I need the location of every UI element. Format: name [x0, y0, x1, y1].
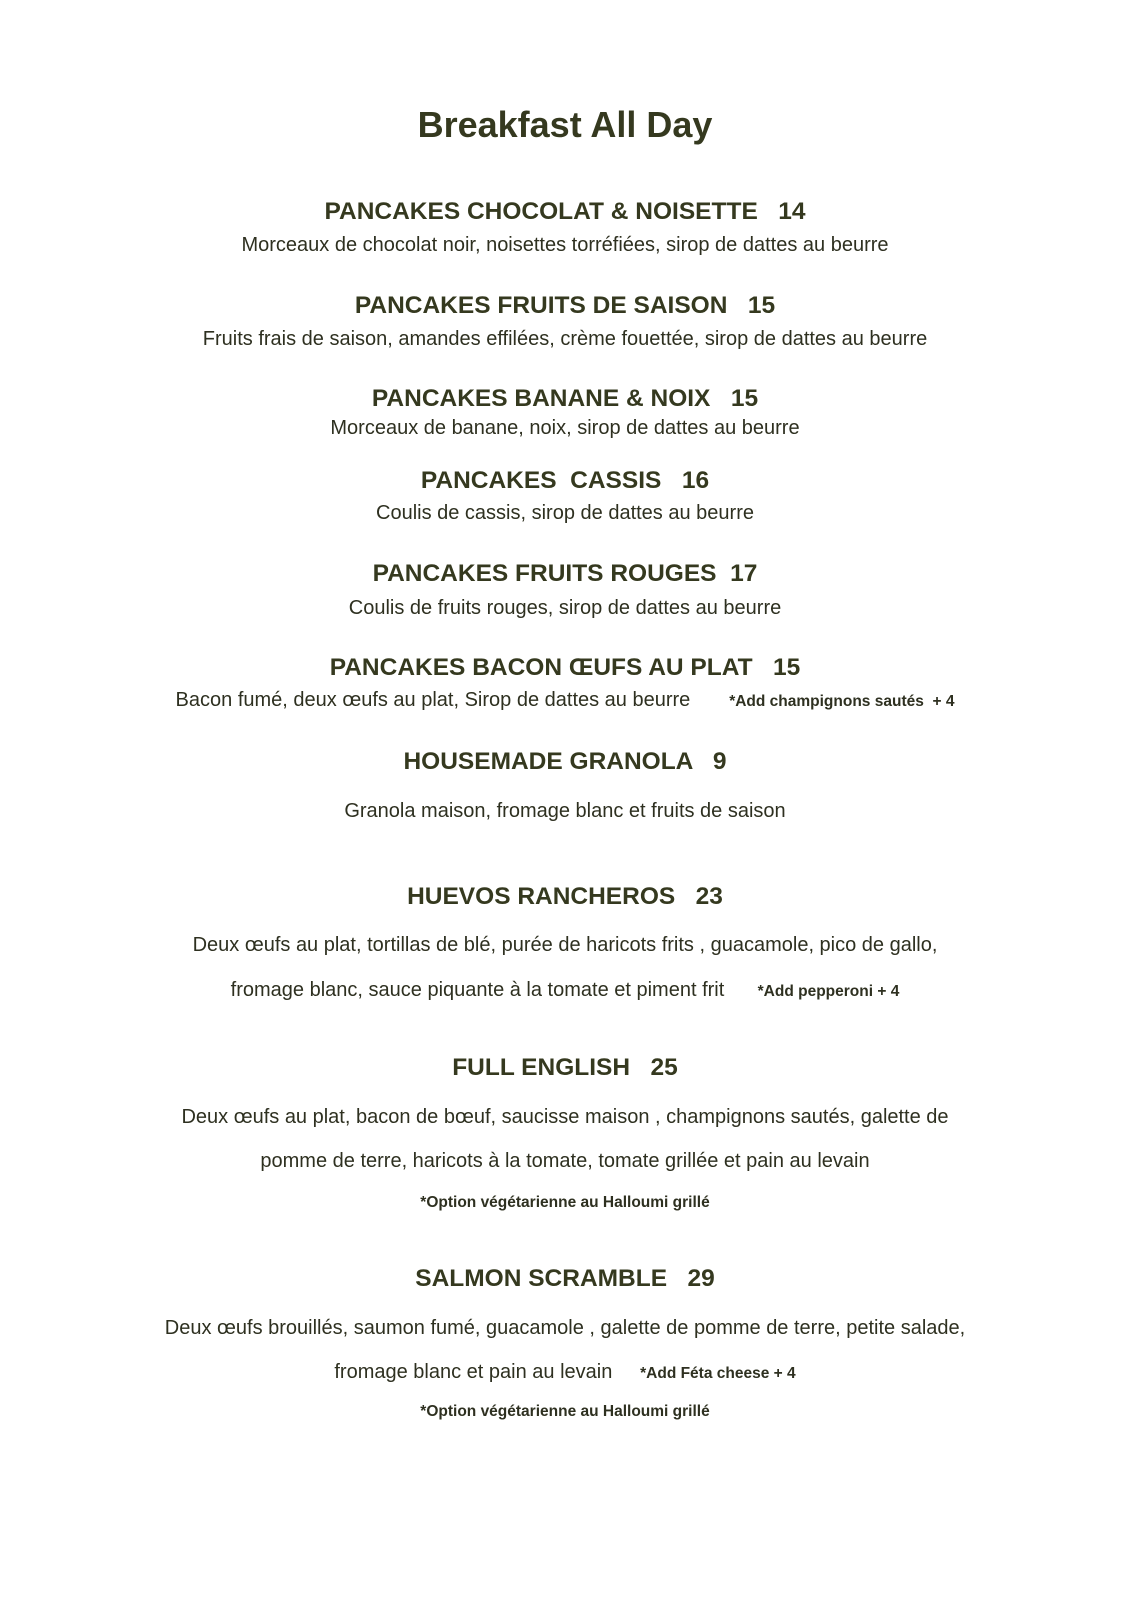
item-name-text: PANCAKES FRUITS ROUGES: [372, 560, 717, 587]
item-name-text: HOUSEMADE GRANOLA: [403, 748, 693, 775]
menu-item-description: Fruits frais de saison, amandes effilées, crème fouettée, sirop de dattes au beurre: [202, 328, 928, 350]
item-name-text: FULL ENGLISH: [452, 1054, 631, 1081]
item-price: 15: [730, 385, 759, 412]
menu-item-name: [0, 1054, 1130, 1082]
menu-item-name: [0, 654, 1130, 682]
item-name-text: PANCAKES CASSIS: [420, 467, 662, 494]
item-price: 23: [695, 883, 723, 910]
item-price: 17: [730, 560, 758, 587]
menu-item-name: [0, 467, 1130, 495]
menu-item-name: [0, 292, 1130, 320]
menu-item-name: [0, 560, 1130, 588]
menu-item-name: [0, 385, 1130, 413]
menu-item-name: [0, 1265, 1130, 1293]
vegetarian-option-note: *Option végétarienne au Halloumi grillé: [420, 1403, 710, 1420]
menu-item-description: Deux œufs brouillés, saumon fumé, guacamole , galette de pomme de terre, petite salade,: [164, 1317, 966, 1339]
menu-item-description: Morceaux de banane, noix, sirop de dattes au beurre: [330, 417, 800, 439]
description-text: fromage blanc et pain au levain: [334, 1361, 613, 1383]
menu-item-description: Deux œufs au plat, tortillas de blé, purée de haricots frits , guacamole, pico de gallo,: [192, 934, 938, 956]
page-title: Breakfast All Day: [417, 104, 713, 145]
item-name-text: PANCAKES BACON ŒUFS AU PLAT: [329, 654, 753, 681]
description-text: Bacon fumé, deux œufs au plat, Sirop de dattes au beurre: [175, 689, 691, 711]
menu-item-description: Granola maison, fromage blanc et fruits de saison: [344, 800, 786, 822]
menu-item-name: [0, 198, 1130, 226]
menu-item-name: [0, 748, 1130, 776]
menu-item-description: pomme de terre, haricots à la tomate, tomate grillée et pain au levain: [260, 1150, 870, 1172]
add-on-note: *Add champignons sautés + 4: [729, 693, 955, 710]
item-name-text: PANCAKES BANANE & NOIX: [371, 385, 711, 412]
menu-item-description: [0, 689, 1130, 712]
menu-item-description: Coulis de cassis, sirop de dattes au beurre: [376, 502, 754, 524]
menu-item-description: [0, 1361, 1130, 1384]
menu-item-description: Morceaux de chocolat noir, noisettes torréfiées, sirop de dattes au beurre: [241, 234, 889, 256]
menu-item-name: [0, 883, 1130, 911]
item-price: 16: [681, 467, 710, 494]
item-name-text: PANCAKES FRUITS DE SAISON: [354, 292, 728, 319]
item-price: 29: [687, 1265, 715, 1292]
item-name-text: SALMON SCRAMBLE: [415, 1265, 668, 1292]
item-name-text: HUEVOS RANCHEROS: [407, 883, 676, 910]
description-text: fromage blanc, sauce piquante à la tomate et piment frit: [230, 979, 725, 1001]
item-price: 14: [778, 198, 806, 225]
vegetarian-option-note: *Option végétarienne au Halloumi grillé: [420, 1194, 710, 1211]
item-price: 25: [650, 1054, 678, 1081]
item-price: 15: [773, 654, 801, 681]
add-on-note: *Add Féta cheese + 4: [640, 1365, 796, 1382]
menu-item-description: [0, 979, 1130, 1002]
menu-item-description: Deux œufs au plat, bacon de bœuf, saucisse maison , champignons sautés, galette de: [181, 1106, 949, 1128]
menu-item-description: Coulis de fruits rouges, sirop de dattes au beurre: [348, 597, 782, 619]
item-name-text: PANCAKES CHOCOLAT & NOISETTE: [324, 198, 758, 225]
add-on-note: *Add pepperoni + 4: [757, 983, 900, 1000]
item-price: 15: [747, 292, 776, 319]
item-price: 9: [712, 748, 727, 775]
